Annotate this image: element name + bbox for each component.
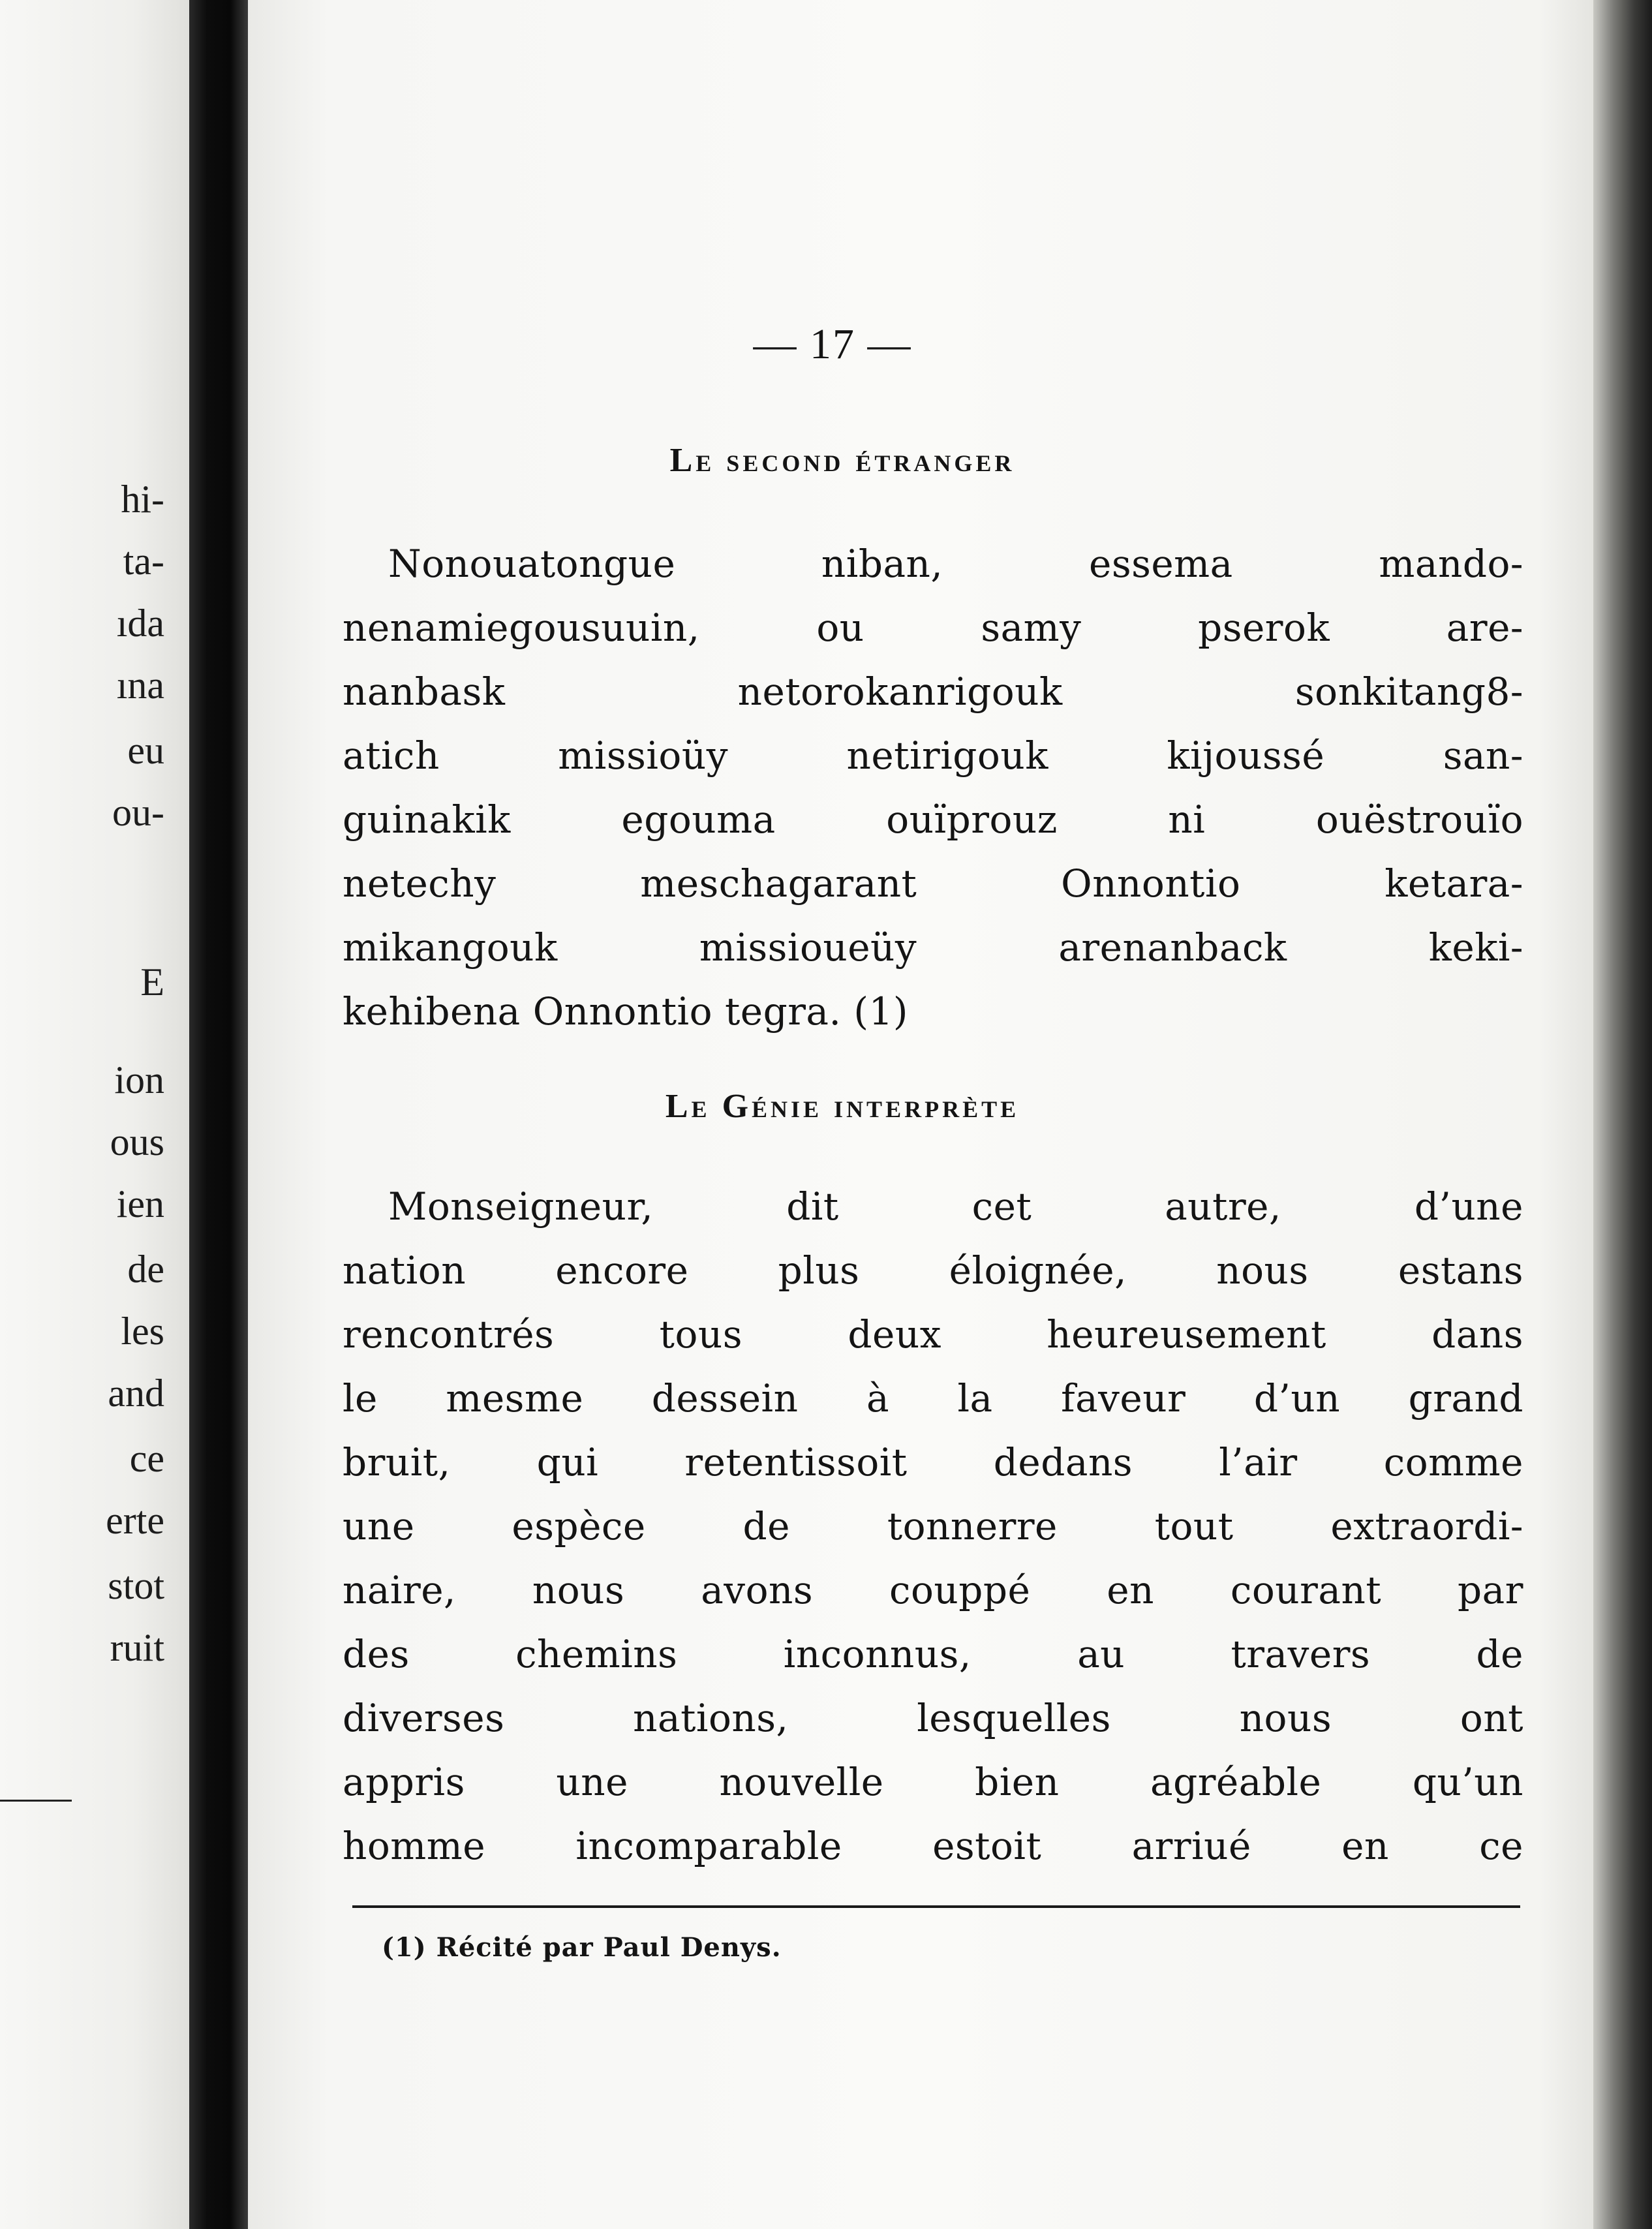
page-number: — 17 —: [753, 320, 912, 368]
text-line: homme incomparable estoit arriué en ce: [343, 1824, 1523, 1868]
prev-page-fragment: erte: [106, 1499, 164, 1542]
paragraph-native-text: [343, 532, 1523, 1043]
prev-page-fragment: E: [140, 961, 164, 1004]
text-line: nanbask netorokanrigouk sonkitang8-: [343, 669, 1523, 714]
text-line: des chemins inconnus, au travers de: [343, 1632, 1523, 1676]
prev-page-fragment: les: [121, 1310, 164, 1353]
text-line: nenamiegousuuin, ou samy pserok are-: [343, 606, 1523, 650]
book-page: [248, 0, 1593, 2229]
text-line: atich missioüy netirigouk kijoussé san-: [343, 733, 1523, 778]
prev-page-fragment: de: [127, 1248, 164, 1291]
prev-page-fragment: stot: [108, 1564, 164, 1607]
page-edge-shadow: [1593, 0, 1652, 2229]
text-line: kehibena Onnontio tegra. (1): [343, 989, 909, 1034]
prev-page-fragment: ta-: [123, 540, 164, 583]
text-line: Monseigneur, dit cet autre, d’une: [388, 1184, 1523, 1229]
text-line: naire, nous avons couppé en courant par: [343, 1568, 1523, 1612]
prev-page-rule: [0, 1800, 72, 1802]
prev-page-fragment: ien: [116, 1182, 164, 1225]
prev-page-fragment: eu: [127, 729, 164, 772]
text-line: Nonouatongue niban, essema mando-: [388, 542, 1523, 586]
prev-page-fragment: and: [108, 1372, 164, 1415]
footnote: (1) Récité par Paul Denys.: [382, 1932, 782, 1963]
prev-page-fragment: ou-: [112, 791, 164, 834]
text-line: diverses nations, lesquelles nous ont: [343, 1696, 1523, 1740]
prev-page-fragment: ıda: [116, 602, 164, 645]
section-heading-genie-interpreter: Le Génie interprète: [665, 1088, 1020, 1125]
prev-page-fragment: ous: [110, 1120, 164, 1163]
text-line: nation encore plus éloignée, nous estans: [343, 1248, 1523, 1293]
paragraph-french-text: [343, 1175, 1523, 1878]
footnote-rule: [352, 1905, 1520, 1908]
section-heading-second-stranger: Le second étranger: [669, 442, 1015, 479]
text-line: guinakik egouma ouïprouz ni ouëstrouïo: [343, 797, 1523, 842]
text-line: appris une nouvelle bien agréable qu’un: [343, 1760, 1523, 1804]
prev-page-fragment: hi-: [121, 478, 164, 521]
prev-page-fragment: ion: [114, 1058, 164, 1101]
prev-page-fragment: ce: [129, 1437, 164, 1480]
prev-page-fragment: ruit: [110, 1626, 164, 1669]
text-line: bruit, qui retentissoit dedans l’air comme: [343, 1440, 1523, 1484]
prev-page-fragment: ına: [116, 664, 164, 707]
text-line: netechy meschagarant Onnontio ketara-: [343, 861, 1523, 906]
text-line: rencontrés tous deux heureusement dans: [343, 1312, 1523, 1357]
text-line: le mesme dessein à la faveur d’un grand: [343, 1376, 1523, 1421]
text-line: mikangouk missioueüy arenanback keki-: [343, 925, 1523, 970]
text-line: une espèce de tonnerre tout extraordi-: [343, 1504, 1523, 1548]
